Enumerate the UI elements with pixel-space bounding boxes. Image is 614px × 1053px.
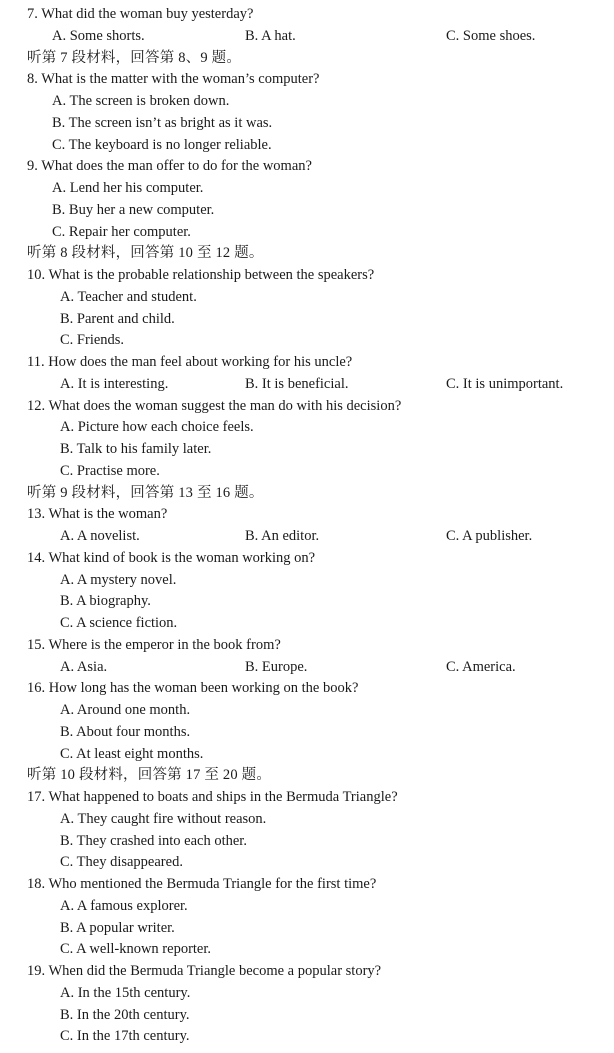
question: 11. How does the man feel about working for his uncle? — [27, 354, 353, 370]
option: A. In the 15th century. — [60, 984, 191, 1001]
option-a: A. A novelist. — [60, 528, 140, 544]
option: A. Lend her his computer. — [52, 180, 204, 196]
option: A. A mystery novel. — [60, 571, 177, 588]
option: B. A biography. — [60, 593, 151, 610]
option: C. Repair her computer. — [52, 223, 191, 240]
option-c: C. It is unimportant. — [446, 375, 564, 392]
option: A. A famous explorer. — [60, 897, 188, 914]
option-b: B. An editor. — [245, 528, 320, 544]
section-heading: 听第 10 段材料，回答第 17 至 20 题。 — [27, 767, 272, 784]
question: 16. How long has the woman been working on the book? — [27, 680, 359, 697]
option: B. Buy her a new computer. — [52, 201, 215, 218]
option-b: B. It is beneficial. — [245, 375, 349, 392]
option: B. Talk to his family later. — [60, 441, 212, 457]
option: C. A science fiction. — [60, 615, 178, 631]
option: B. About four months. — [60, 723, 191, 740]
option-row — [0, 657, 614, 679]
option-b: B. A hat. — [245, 27, 296, 44]
option-c: C. Some shoes. — [446, 27, 536, 44]
option: B. Parent and child. — [60, 310, 175, 327]
question: 17. What happened to boats and ships in the Bermuda Triangle? — [27, 789, 398, 805]
exam-page — [0, 4, 614, 1048]
option-c: C. America. — [446, 658, 516, 675]
question: 18. Who mentioned the Bermuda Triangle for the first time? — [27, 876, 377, 892]
question: 14. What kind of book is the woman working on? — [27, 549, 316, 566]
option-a: A. Some shorts. — [52, 27, 145, 44]
option-row — [0, 374, 614, 396]
option-c: C. A publisher. — [446, 528, 533, 544]
option-b: B. Europe. — [245, 658, 308, 675]
option: C. In the 17th century. — [60, 1028, 190, 1045]
option-row — [0, 26, 614, 48]
option-row — [0, 526, 614, 548]
question: 10. What is the probable relationship between the speakers? — [27, 267, 375, 283]
option: B. They crashed into each other. — [60, 832, 247, 849]
option: A. Picture how each choice feels. — [60, 419, 254, 436]
question: 12. What does the woman suggest the man do with his decision? — [27, 397, 402, 414]
option: A. Teacher and student. — [60, 288, 197, 305]
option-a: A. It is interesting. — [60, 375, 169, 392]
section-heading: 听第 7 段材料，回答第 8、9 题。 — [27, 49, 242, 66]
option: A. They caught fire without reason. — [60, 810, 267, 827]
option: C. The keyboard is no longer reliable. — [52, 136, 272, 153]
option: B. In the 20th century. — [60, 1006, 190, 1023]
option: B. The screen isn’t as bright as it was. — [52, 114, 273, 131]
option: A. The screen is broken down. — [52, 93, 230, 109]
question: 8. What is the matter with the woman’s computer? — [27, 71, 320, 88]
question: 9. What does the man offer to do for the woman? — [27, 158, 312, 175]
option: C. A well-known reporter. — [60, 941, 212, 958]
option: C. Practise more. — [60, 462, 160, 479]
question: 15. Where is the emperor in the book from? — [27, 636, 281, 653]
option: C. Friends. — [60, 332, 125, 349]
option: C. At least eight months. — [60, 745, 204, 762]
option-a: A. Asia. — [60, 658, 108, 675]
section-heading: 听第 9 段材料，回答第 13 至 16 题。 — [27, 484, 264, 501]
option: C. They disappeared. — [60, 854, 183, 871]
section-heading: 听第 8 段材料，回答第 10 至 12 题。 — [27, 245, 264, 262]
option: A. Around one month. — [60, 702, 191, 718]
question: 13. What is the woman? — [27, 506, 168, 523]
question: 19. When did the Bermuda Triangle become a popular story? — [27, 963, 382, 979]
question: 7. What did the woman buy yesterday? — [27, 6, 254, 22]
option: B. A popular writer. — [60, 919, 175, 936]
